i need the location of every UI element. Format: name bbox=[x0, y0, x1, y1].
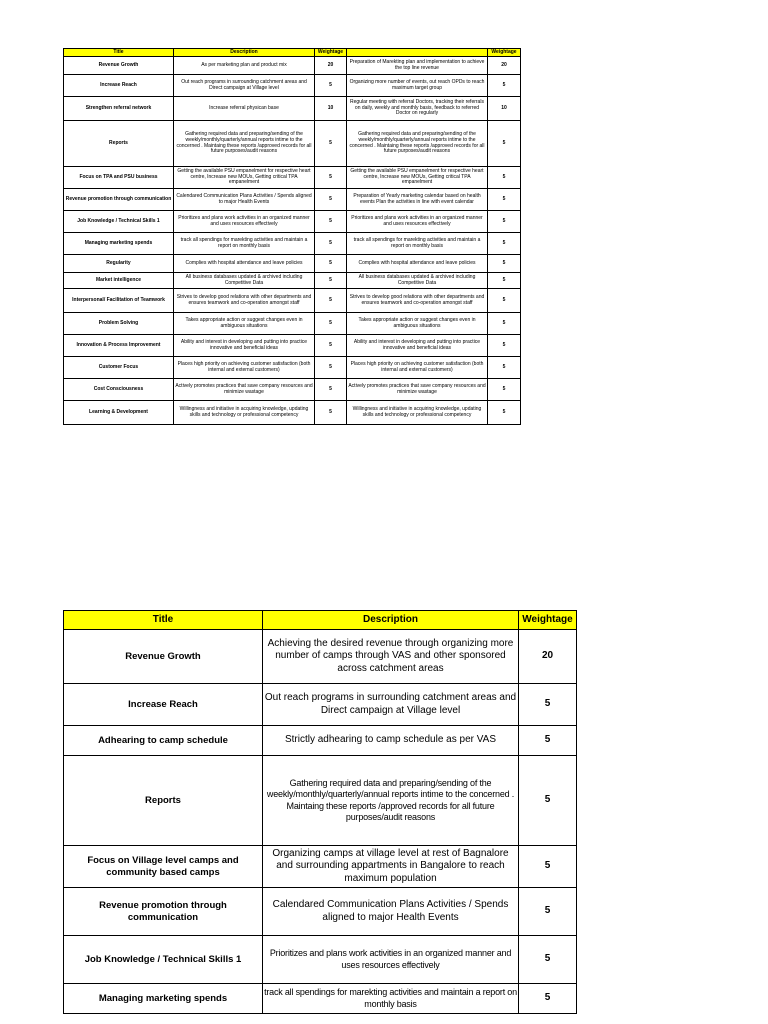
table-row bbox=[64, 273, 521, 289]
row-title: Customer Focus bbox=[64, 357, 174, 379]
table-row bbox=[64, 167, 521, 189]
row-description: All business databases updated & archived including Competitive Data bbox=[174, 273, 315, 289]
row-title: Managing marketing spends bbox=[64, 984, 263, 1014]
table-row bbox=[64, 189, 521, 211]
row-title: Cost Consciousness bbox=[64, 379, 174, 401]
row-weightage-2: 5 bbox=[488, 75, 521, 97]
table-row bbox=[64, 726, 577, 756]
table-row bbox=[64, 255, 521, 273]
row-weightage: 5 bbox=[315, 75, 347, 97]
row-description: Complies with hospital attendance and leave policies bbox=[174, 255, 315, 273]
row-description-2: Takes appropriate action or suggest changes even in ambiguous situations bbox=[347, 313, 488, 335]
header-weightage-2: Weightage bbox=[488, 49, 521, 57]
row-description: Calendared Communication Plans Activities / Spends aligned to major Health Events bbox=[174, 189, 315, 211]
row-description: Actively promotes practices that save company resources and minimize wastage bbox=[174, 379, 315, 401]
row-weightage-2: 5 bbox=[488, 233, 521, 255]
row-description-2: Strives to develop good relations with other departments and ensures teamwork and co-operation amongst staff bbox=[347, 289, 488, 313]
row-weightage-2: 5 bbox=[488, 401, 521, 425]
row-weightage: 5 bbox=[315, 401, 347, 425]
header-title: Title bbox=[64, 49, 174, 57]
row-description: Getting the available PSU empanelment for respective heart centre, Increase new MOUs, Getting critical TPA empanelment bbox=[174, 167, 315, 189]
row-description: As per marketing plan and product mix bbox=[174, 57, 315, 75]
row-title: Focus on TPA and PSU business bbox=[64, 167, 174, 189]
row-title: Learning & Development bbox=[64, 401, 174, 425]
row-description: Achieving the desired revenue through organizing more number of camps through VAS and other sponsored across catchment areas bbox=[263, 630, 519, 684]
row-weightage: 5 bbox=[315, 313, 347, 335]
header-description-2 bbox=[347, 49, 488, 57]
row-description: Gathering required data and preparing/sending of the weekly/monthly/quarterly/annual reports intime to the concerned . Maintaing these reports /approved records for all future purposes/audit reasons bbox=[174, 121, 315, 167]
row-title: Focus on Village level camps and community based camps bbox=[64, 846, 263, 888]
row-weightage: 5 bbox=[315, 357, 347, 379]
row-weightage: 5 bbox=[519, 726, 577, 756]
row-weightage: 5 bbox=[519, 936, 577, 984]
table-row bbox=[64, 846, 577, 888]
table-row bbox=[64, 289, 521, 313]
row-description-2: Ability and interest in developing and putting into practice innovative and beneficial ideas bbox=[347, 335, 488, 357]
row-title: Job Knowledge / Technical Skills 1 bbox=[64, 211, 174, 233]
table-row bbox=[64, 984, 577, 1014]
row-description-2: Organizing more number of events, out reach OPDs to reach maximum target group bbox=[347, 75, 488, 97]
row-weightage-2: 5 bbox=[488, 335, 521, 357]
row-weightage-2: 5 bbox=[488, 313, 521, 335]
row-weightage-2: 5 bbox=[488, 289, 521, 313]
row-weightage: 5 bbox=[315, 335, 347, 357]
row-weightage-2: 5 bbox=[488, 273, 521, 289]
row-title: Reports bbox=[64, 121, 174, 167]
row-description: Gathering required data and preparing/sending of the weekly/monthly/quarterly/annual reports intime to the concerned . Maintaing these reports /approved records for all future purposes/audit reasons bbox=[263, 756, 519, 846]
row-weightage: 20 bbox=[315, 57, 347, 75]
row-title: Adhearing to camp schedule bbox=[64, 726, 263, 756]
row-weightage-2: 5 bbox=[488, 189, 521, 211]
table-row bbox=[64, 756, 577, 846]
row-description: Prioritizes and plans work activities in an organized manner and uses resources effectively bbox=[174, 211, 315, 233]
table-row bbox=[64, 401, 521, 425]
row-weightage: 5 bbox=[519, 984, 577, 1014]
row-description-2: Prioritizes and plans work activities in an organized manner and uses resources effectively bbox=[347, 211, 488, 233]
row-title: Job Knowledge / Technical Skills 1 bbox=[64, 936, 263, 984]
row-description-2: Places high priority on achieving customer satisfaction (both internal and external customers) bbox=[347, 357, 488, 379]
row-title: Strengthen referral network bbox=[64, 97, 174, 121]
header-weightage: Weightage bbox=[315, 49, 347, 57]
table-row bbox=[64, 357, 521, 379]
row-weightage: 5 bbox=[315, 189, 347, 211]
row-description: Takes appropriate action or suggest changes even in ambiguous situations bbox=[174, 313, 315, 335]
row-description: Increase referral physican base bbox=[174, 97, 315, 121]
row-weightage: 5 bbox=[315, 167, 347, 189]
row-weightage-2: 5 bbox=[488, 255, 521, 273]
row-description-2: Actively promotes practices that save company resources and minimize wastage bbox=[347, 379, 488, 401]
row-weightage-2: 20 bbox=[488, 57, 521, 75]
table-row bbox=[64, 379, 521, 401]
row-weightage: 5 bbox=[315, 379, 347, 401]
table-row bbox=[64, 211, 521, 233]
header-description: Description bbox=[263, 611, 519, 630]
row-description-2: Preparation of Marekting plan and implementation to achieve the top line revenue bbox=[347, 57, 488, 75]
row-weightage-2: 5 bbox=[488, 211, 521, 233]
row-title: Market intelligence bbox=[64, 273, 174, 289]
table-row bbox=[64, 630, 577, 684]
row-weightage-2: 5 bbox=[488, 357, 521, 379]
row-description-2: track all spendings for marekting activities and maintain a report on monthly basis bbox=[347, 233, 488, 255]
row-weightage-2: 10 bbox=[488, 97, 521, 121]
row-title: Revenue Growth bbox=[64, 57, 174, 75]
table-row bbox=[64, 233, 521, 255]
row-weightage-2: 5 bbox=[488, 121, 521, 167]
table-row bbox=[64, 335, 521, 357]
row-title: Revenue Growth bbox=[64, 630, 263, 684]
row-description-2: Complies with hospital attendance and leave policies bbox=[347, 255, 488, 273]
header-weightage: Weightage bbox=[519, 611, 577, 630]
row-title: Revenue promotion through communication bbox=[64, 888, 263, 936]
row-weightage: 10 bbox=[315, 97, 347, 121]
row-weightage: 5 bbox=[519, 684, 577, 726]
row-description: Willingness and initiative in acquiring knowledge, updating skills and technology or professional competency bbox=[174, 401, 315, 425]
table-row bbox=[64, 313, 521, 335]
row-description: Strictly adhearing to camp schedule as per VAS bbox=[263, 726, 519, 756]
row-title: Managing marketing spends bbox=[64, 233, 174, 255]
row-description: Strives to develop good relations with other departments and ensures teamwork and co-operation amongst staff bbox=[174, 289, 315, 313]
row-description: Out reach programs in surrounding catchment areas and Direct campaign at Village level bbox=[174, 75, 315, 97]
table-row bbox=[64, 888, 577, 936]
kra-table-bottom bbox=[63, 610, 577, 1014]
row-title: Increase Reach bbox=[64, 75, 174, 97]
table-row bbox=[64, 121, 521, 167]
row-description-2: Gathering required data and preparing/sending of the weekly/monthly/quarterly/annual reports intime to the concerned . Maintaing these reports /approved records for all future purposes/audit reasons bbox=[347, 121, 488, 167]
row-description: Calendared Communication Plans Activities / Spends aligned to major Health Events bbox=[263, 888, 519, 936]
row-description-2: Regular meeting with referral Doctors, tracking their referrals on daily, weekly and monthly basis, feedback to referred Doctor on regularly bbox=[347, 97, 488, 121]
row-title: Innovation & Process Improvement bbox=[64, 335, 174, 357]
row-description-2: Preparation of Yearly marketing calendar based on health events Plan the activities in line with event calendar bbox=[347, 189, 488, 211]
row-weightage: 5 bbox=[315, 211, 347, 233]
row-description: Out reach programs in surrounding catchment areas and Direct campaign at Village level bbox=[263, 684, 519, 726]
table-row bbox=[64, 97, 521, 121]
row-weightage: 20 bbox=[519, 630, 577, 684]
row-description: Prioritizes and plans work activities in an organized manner and uses resources effectively bbox=[263, 936, 519, 984]
row-weightage-2: 5 bbox=[488, 379, 521, 401]
row-weightage: 5 bbox=[519, 756, 577, 846]
row-weightage: 5 bbox=[315, 273, 347, 289]
row-description: track all spendings for marekting activities and maintain a report on monthly basis bbox=[263, 984, 519, 1014]
row-weightage: 5 bbox=[315, 121, 347, 167]
table-row bbox=[64, 75, 521, 97]
row-title: Increase Reach bbox=[64, 684, 263, 726]
header-title: Title bbox=[64, 611, 263, 630]
row-description: Places high priority on achieving customer satisfaction (both internal and external customers) bbox=[174, 357, 315, 379]
row-description: Ability and interest in developing and putting into practice innovative and beneficial ideas bbox=[174, 335, 315, 357]
row-title: Problem Solving bbox=[64, 313, 174, 335]
row-weightage: 5 bbox=[519, 888, 577, 936]
kra-table-top bbox=[63, 48, 521, 425]
header-description: Description bbox=[174, 49, 315, 57]
row-description-2: Willingness and initiative in acquiring knowledge, updating skills and technology or professional competency bbox=[347, 401, 488, 425]
row-description-2: Getting the available PSU empanelment for respective heart centre, Increase new MOUs, Getting critical TPA empanelment bbox=[347, 167, 488, 189]
row-weightage: 5 bbox=[315, 255, 347, 273]
table-header-row bbox=[64, 49, 521, 57]
row-weightage: 5 bbox=[519, 846, 577, 888]
row-title: Revenue promotion through communication bbox=[64, 189, 174, 211]
row-weightage: 5 bbox=[315, 233, 347, 255]
row-weightage: 5 bbox=[315, 289, 347, 313]
row-description: track all spendings for marekting activities and maintain a report on monthly basis bbox=[174, 233, 315, 255]
table-header-row bbox=[64, 611, 577, 630]
row-description: Organizing camps at village level at rest of Bagnalore and surrounding appartments in Bangalore to reach maximum population bbox=[263, 846, 519, 888]
table-row bbox=[64, 57, 521, 75]
row-title: Regularity bbox=[64, 255, 174, 273]
row-description-2: All business databases updated & archived including Competitive Data bbox=[347, 273, 488, 289]
table-row bbox=[64, 684, 577, 726]
row-title: Reports bbox=[64, 756, 263, 846]
table-row bbox=[64, 936, 577, 984]
row-weightage-2: 5 bbox=[488, 167, 521, 189]
row-title: Interpersonal/ Facilitation of Teamwork bbox=[64, 289, 174, 313]
